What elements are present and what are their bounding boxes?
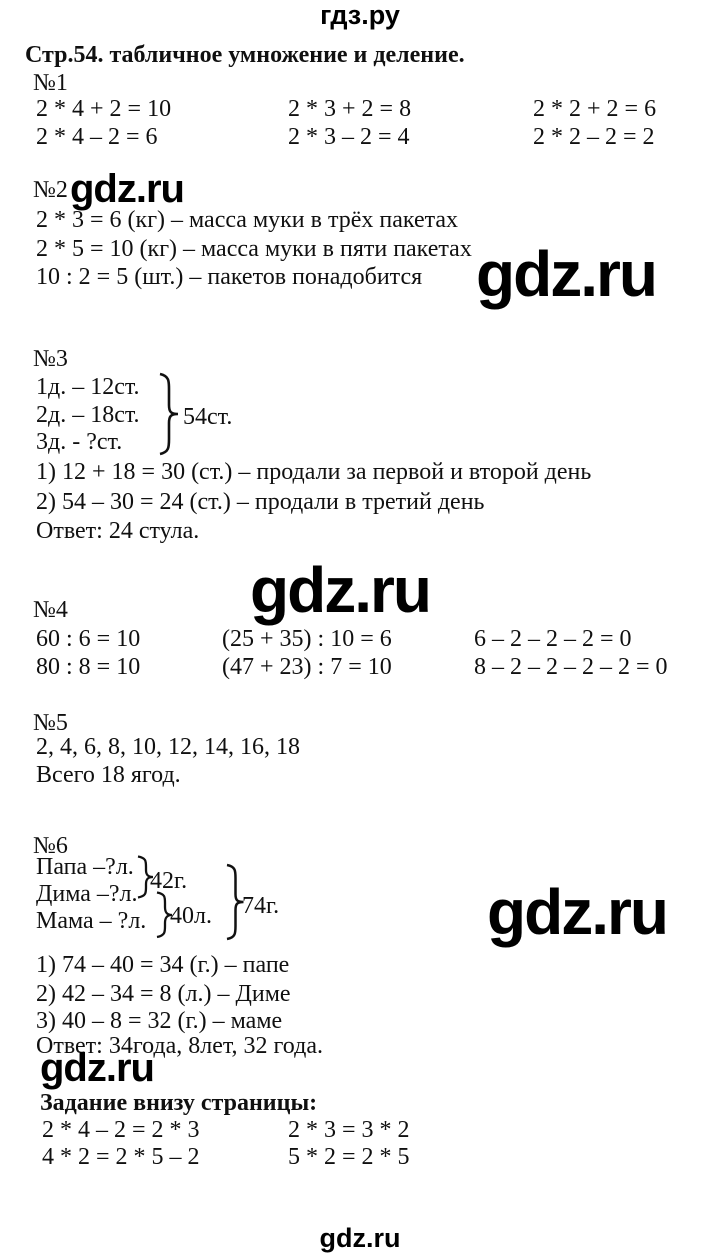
task1-label: №1 xyxy=(33,70,68,96)
task3-step: 1) 12 + 18 = 30 (ст.) – продали за первой и второй день xyxy=(36,459,592,485)
task6-step: 3) 40 – 8 = 32 (г.) – маме xyxy=(36,1008,283,1034)
task1-eq: 2 * 4 + 2 = 10 xyxy=(36,96,172,122)
task1-eq: 2 * 2 + 2 = 6 xyxy=(533,96,657,122)
bottom-task-heading: Задание внизу страницы: xyxy=(40,1090,318,1116)
task4-label: №4 xyxy=(33,597,68,623)
task3-condition-line: 3д. - ?ст. xyxy=(36,429,123,455)
task4-eq: (25 + 35) : 10 = 6 xyxy=(222,626,392,652)
task6-step: 2) 42 – 34 = 8 (л.) – Диме xyxy=(36,981,291,1007)
gdz-watermark: gdz.ru xyxy=(476,238,656,310)
task2-solution-line: 2 * 5 = 10 (кг) – масса муки в пяти пакетах xyxy=(36,236,472,262)
curly-brace xyxy=(158,372,180,456)
bottom-task-eq: 4 * 2 = 2 * 5 – 2 xyxy=(42,1144,200,1170)
gdz-watermark: gdz.ru xyxy=(250,554,430,626)
task2-label: №2 xyxy=(33,177,68,203)
task6-bracket-value: 74г. xyxy=(242,893,280,919)
task1-eq: 2 * 3 + 2 = 8 xyxy=(288,96,412,122)
bottom-task-eq: 2 * 3 = 3 * 2 xyxy=(288,1117,410,1143)
task2-solution-line: 2 * 3 = 6 (кг) – масса муки в трёх пакетах xyxy=(36,207,459,233)
task5-answer: Всего 18 ягод. xyxy=(36,762,181,788)
task5-label: №5 xyxy=(33,710,68,736)
task3-total: 54ст. xyxy=(183,404,233,430)
task6-condition-line: Папа –?л. xyxy=(36,854,134,880)
task6-bracket-value: 40л. xyxy=(170,903,212,929)
task3-label: №3 xyxy=(33,346,68,372)
task1-eq: 2 * 3 – 2 = 4 xyxy=(288,124,410,150)
page-title: Стр.54. табличное умножение и деление. xyxy=(25,42,465,68)
bottom-task-eq: 2 * 4 – 2 = 2 * 3 xyxy=(42,1117,200,1143)
task6-step: 1) 74 – 40 = 34 (г.) – папе xyxy=(36,952,290,978)
task6-answer: Ответ: 34года, 8лет, 32 года. xyxy=(36,1033,323,1059)
task4-eq: (47 + 23) : 7 = 10 xyxy=(222,654,392,680)
task4-eq: 8 – 2 – 2 – 2 – 2 = 0 xyxy=(474,654,668,680)
bottom-task-eq: 5 * 2 = 2 * 5 xyxy=(288,1144,410,1170)
task3-condition-line: 2д. – 18ст. xyxy=(36,402,140,428)
task4-eq: 80 : 8 = 10 xyxy=(36,654,141,680)
task6-condition-line: Дима –?л. xyxy=(36,881,138,907)
task2-solution-line: 10 : 2 = 5 (шт.) – пакетов понадобится xyxy=(36,264,423,290)
task6-label: №6 xyxy=(33,833,68,859)
task4-eq: 6 – 2 – 2 – 2 = 0 xyxy=(474,626,632,652)
task5-sequence: 2, 4, 6, 8, 10, 12, 14, 16, 18 xyxy=(36,734,300,760)
site-logo-footer: gdz.ru xyxy=(319,1223,401,1253)
task6-bracket-value: 42г. xyxy=(150,868,188,894)
task3-answer: Ответ: 24 стула. xyxy=(36,518,200,544)
gdz-watermark: gdz.ru xyxy=(487,876,667,948)
task1-eq: 2 * 4 – 2 = 6 xyxy=(36,124,158,150)
task6-condition-line: Мама – ?л. xyxy=(36,908,147,934)
site-logo-header: гдз.ру xyxy=(320,0,400,30)
task4-eq: 60 : 6 = 10 xyxy=(36,626,141,652)
gdz-watermark: gdz.ru xyxy=(40,1046,154,1090)
gdz-watermark: gdz.ru xyxy=(70,167,184,211)
task1-eq: 2 * 2 – 2 = 2 xyxy=(533,124,655,150)
task3-condition-line: 1д. – 12ст. xyxy=(36,374,140,400)
task3-step: 2) 54 – 30 = 24 (ст.) – продали в третий день xyxy=(36,489,485,515)
